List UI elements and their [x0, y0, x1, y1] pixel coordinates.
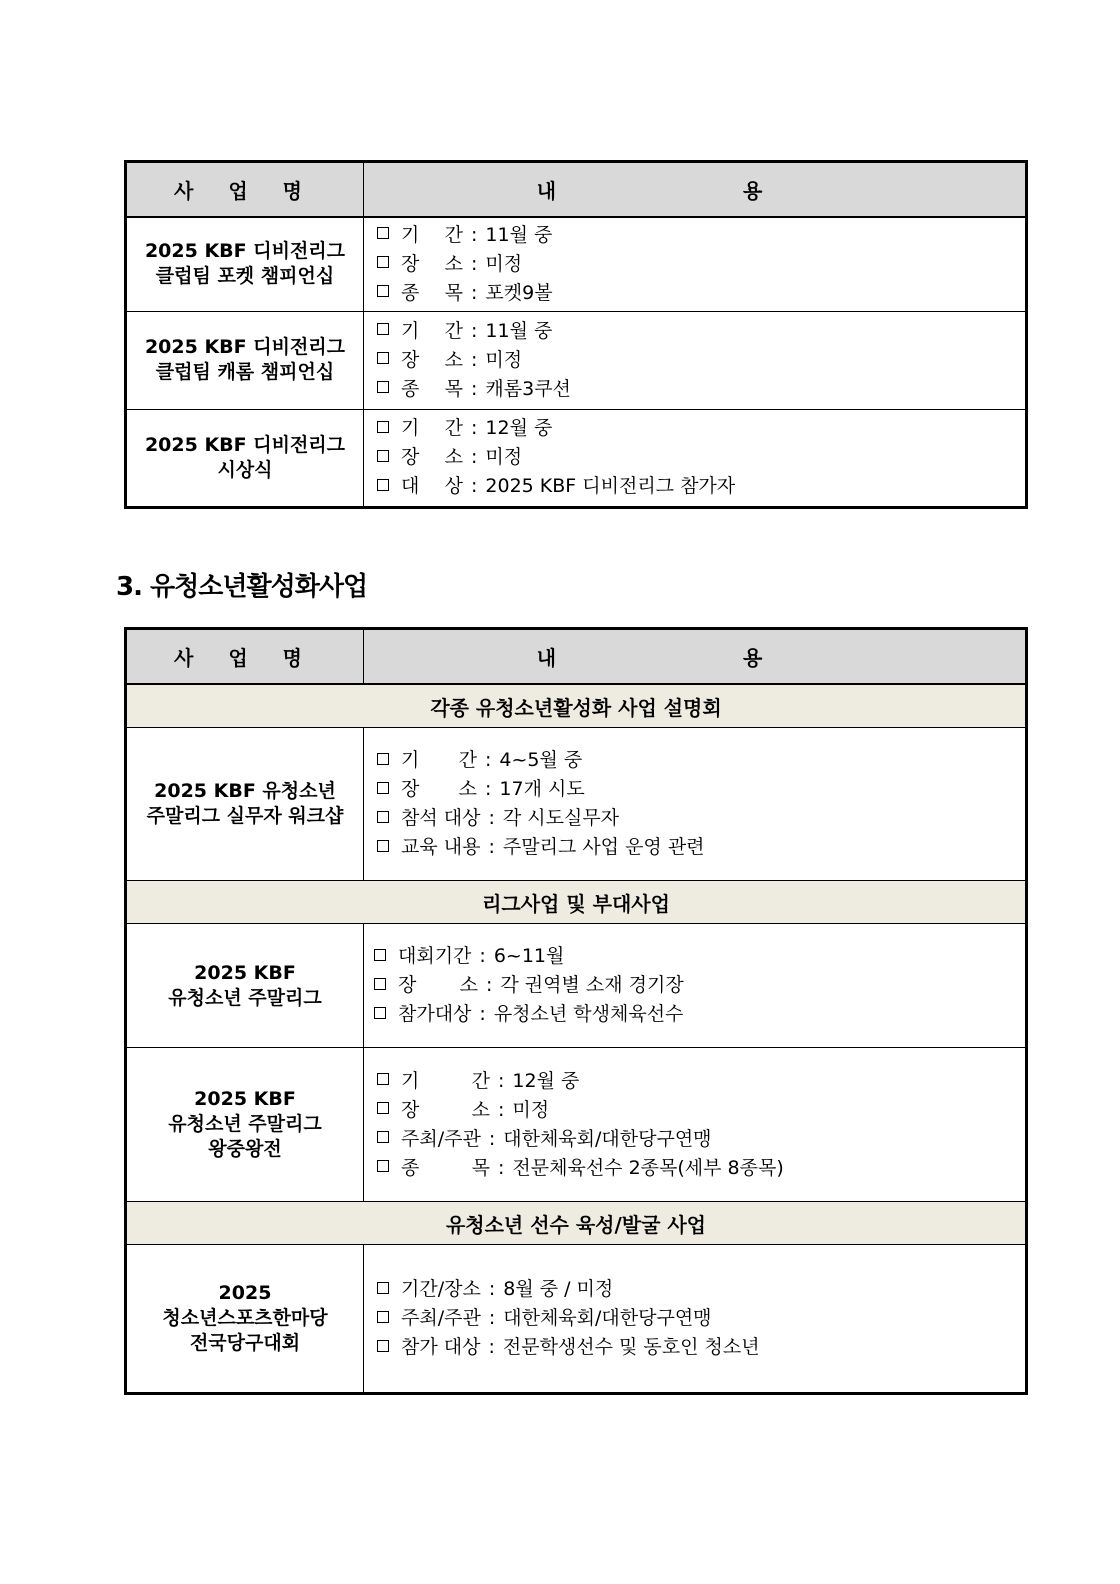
section-heading: 각종 유청소년활성화 사업 설명회: [126, 684, 1027, 728]
event-name: 2025 청소년스포츠한마당 전국당구대회: [126, 1245, 364, 1394]
section-title: 3. 유청소년활성화사업: [116, 572, 368, 602]
checkbox-icon: [377, 450, 389, 462]
checkbox-icon: [377, 1282, 389, 1294]
section-heading: 유청소년 선수 육성/발굴 사업: [126, 1202, 1027, 1245]
event-details: 기 간 : 12월 중 장 소 : 미정 주최/주관 : 대한체육회/대한당구연맹 종 목 : 전문체육선수 2종목(세부 8종목): [364, 1048, 1027, 1202]
event-name: 2025 KBF 디비전리그 시상식: [126, 409, 364, 507]
checkbox-icon: [374, 949, 386, 961]
event-details: 기 간 : 12월 중 장 소 : 미정 대 상 : 2025 KBF 디비전리그 참가자: [364, 409, 1027, 507]
checkbox-icon: [377, 840, 389, 852]
checkbox-icon: [377, 1073, 389, 1085]
header-name: 사 업 명: [126, 629, 364, 685]
checkbox-icon: [377, 323, 389, 335]
table-header: [126, 162, 1027, 218]
event-name: 2025 KBF 유청소년 주말리그 왕중왕전: [126, 1048, 364, 1202]
event-details: 기간/장소 : 8월 중 / 미정 주최/주관 : 대한체육회/대한당구연맹 참가 대상 : 전문학생선수 및 동호인 청소년: [364, 1245, 1027, 1394]
checkbox-icon: [377, 1102, 389, 1114]
event-name: 2025 KBF 디비전리그 클럽팀 포켓 챔피언십: [126, 217, 364, 311]
section-heading: 리그사업 및 부대사업: [126, 881, 1027, 924]
section-row: [126, 881, 1027, 924]
checkbox-icon: [377, 479, 389, 491]
checkbox-icon: [374, 978, 386, 990]
table-row: [126, 1245, 1027, 1394]
event-name: 2025 KBF 디비전리그 클럽팀 캐롬 챔피언십: [126, 311, 364, 409]
table-row: [126, 728, 1027, 881]
table-row: [126, 1048, 1027, 1202]
event-details: 기 간 : 4~5월 중 장 소 : 17개 시도 참석 대상 : 각 시도실무자 교육 내용 : 주말리그 사업 운영 관련: [364, 728, 1027, 881]
checkbox-icon: [377, 753, 389, 765]
table-row: [126, 409, 1027, 507]
checkbox-icon: [377, 285, 389, 297]
checkbox-icon: [377, 1131, 389, 1143]
event-name: 2025 KBF 유청소년 주말리그: [126, 924, 364, 1048]
checkbox-icon: [374, 1007, 386, 1019]
table-row: [126, 311, 1027, 409]
event-name: 2025 KBF 유청소년 주말리그 실무자 워크샵: [126, 728, 364, 881]
checkbox-icon: [377, 381, 389, 393]
table-row: [126, 924, 1027, 1048]
schedule-table-2: [124, 627, 1028, 1395]
header-content: 내 용: [364, 629, 1027, 685]
event-details: 기 간 : 11월 중 장 소 : 미정 종 목 : 포켓9볼: [364, 217, 1027, 311]
event-details: 기 간 : 11월 중 장 소 : 미정 종 목 : 캐롬3쿠션: [364, 311, 1027, 409]
schedule-table-1: [124, 160, 1028, 509]
checkbox-icon: [377, 1160, 389, 1172]
checkbox-icon: [377, 421, 389, 433]
checkbox-icon: [377, 1340, 389, 1352]
checkbox-icon: [377, 227, 389, 239]
checkbox-icon: [377, 811, 389, 823]
checkbox-icon: [377, 352, 389, 364]
checkbox-icon: [377, 256, 389, 268]
header-content: 내 용: [364, 162, 1027, 218]
event-details: 대회기간 : 6~11월 장 소 : 각 권역별 소재 경기장 참가대상 : 유청소년 학생체육선수: [364, 924, 1027, 1048]
header-name: 사 업 명: [126, 162, 364, 218]
checkbox-icon: [377, 1311, 389, 1323]
table-header: [126, 629, 1027, 685]
table-row: [126, 217, 1027, 311]
checkbox-icon: [377, 782, 389, 794]
section-row: [126, 1202, 1027, 1245]
section-row: [126, 684, 1027, 728]
